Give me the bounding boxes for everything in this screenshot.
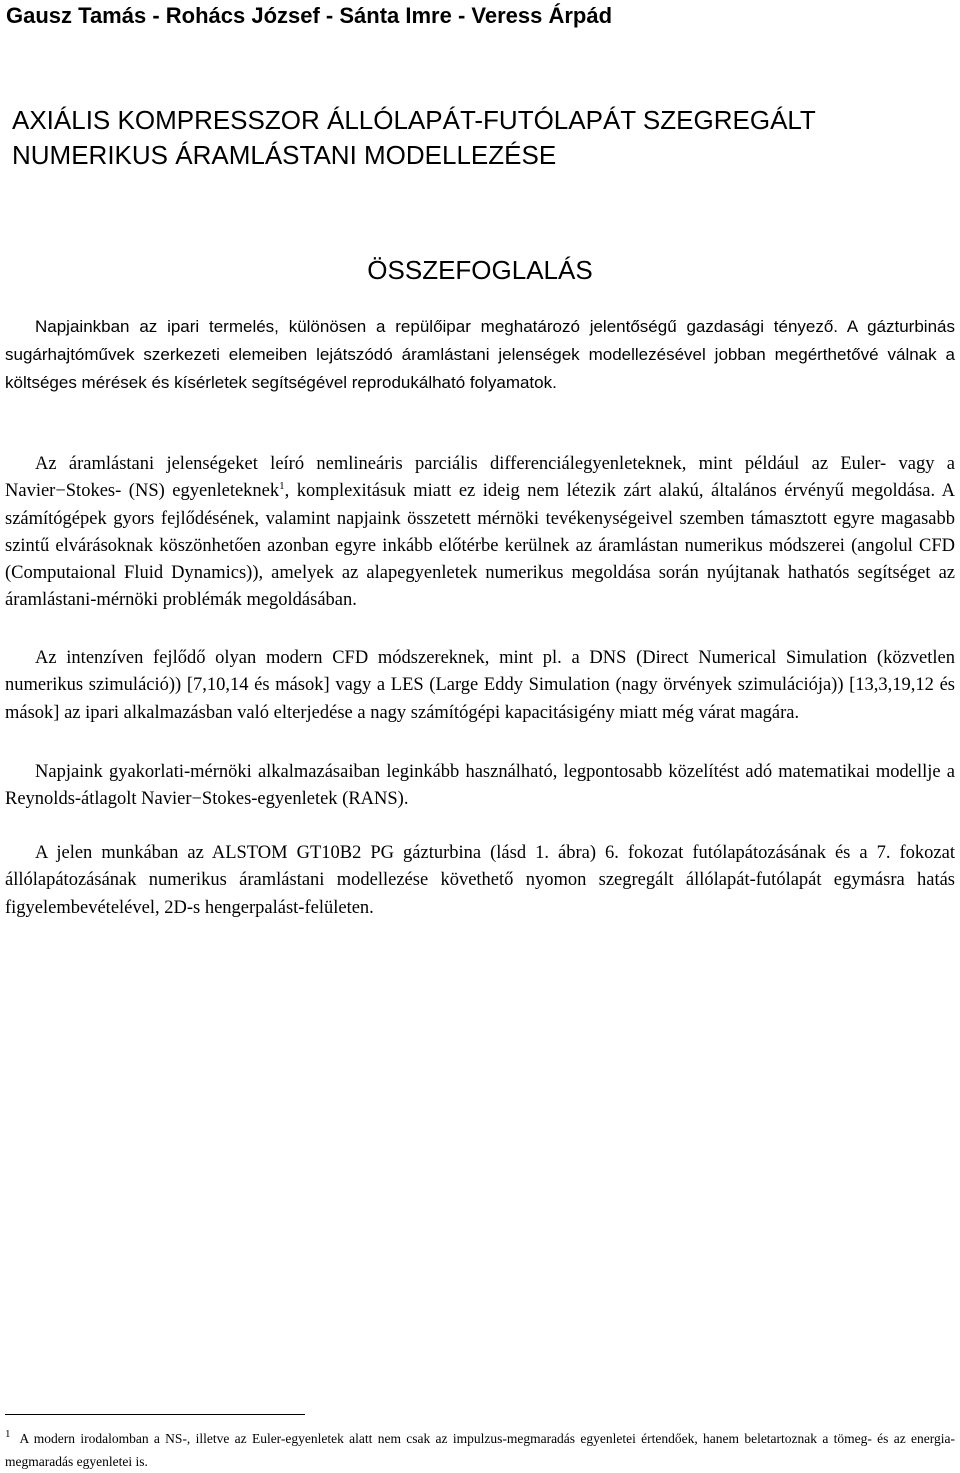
body-paragraph-1 [5,451,955,615]
footnote-mark: 1 [5,1428,11,1440]
body-paragraph-2: Az intenzíven fejlődő olyan modern CFD módszereknek, mint pl. a DNS (Direct Numerical Simulation (közvetlen numerikus szimuláció)) [7,10,14 és mások] vagy a LES (Large Eddy Simulation (nagy örvények szimulációja)) [13,3,19,12 és mások] az ipari alkalmazásban való elterjedése a nagy számítógépi kapacitásigény miatt még várat magára. [5,648,955,723]
author-line: Gausz Tamás - Rohács József - Sánta Imre - Veress Árpád [6,3,613,28]
abstract-heading: ÖSSZEFOGLALÁS [367,255,593,285]
body-paragraph-3: Napjaink gyakorlati-mérnöki alkalmazásaiban leginkább használható, legpontosabb közelítést adó matematikai modellje a Reynolds-átlagolt Navier−Stokes-egyenletek (RANS). [5,762,955,810]
footnote [5,1427,955,1473]
abstract-paragraph: Napjainkban az ipari termelés, különösen a repülőipar meghatározó jelentőségű gazdasági tényező. A gázturbinás sugárhajtóművek szerkezeti elemeiben lejátszódó áramlástani jelenségek modellezésével jobban megérthetővé válnak a költséges mérések és kísérletek segítségével reprodukálható folyamatok. [5,317,955,392]
paper-title-line-1: AXIÁLIS KOMPRESSZOR ÁLLÓLAPÁT-FUTÓLAPÁT SZEGREGÁLT [12,105,816,135]
paper-title-line-2: NUMERIKUS ÁRAMLÁSTANI MODELLEZÉSE [12,140,557,170]
body-paragraph-1-text-b: , komplexitásuk miatt ez ideig nem létezik zárt alakú, általános érvényű megoldása. A számítógépek gyors fejlődésének, valamint napjaink összetett mérnöki tevékenységeivel szemben támasztott egyre magasabb szintű elvárásoknak köszönhetően azonban egyre inkább előtérbe kerülnek az áramlástan numerikus módszerei (angolul CFD (Computaional Fluid Dynamics)), amelyek az alapegyenletek numerikus megoldása során nyújtanak hathatós segítséget az áramlástani-mérnöki problémák megoldásában. [5,481,955,611]
footnote-separator [5,1414,305,1415]
body-paragraph-4: A jelen munkában az ALSTOM GT10B2 PG gázturbina (lásd 1. ábra) 6. fokozat futólapátozásának és a 7. fokozat állólapátozásának numerikus áramlástani modellezése követhető nyomon szegregált állólapát-futólapát egymásra hatás figyelembevételével, 2D-s hengerpalást-felületen. [5,843,955,918]
footnote-text: A modern irodalomban a NS-, illetve az Euler-egyenletek alatt nem csak az impulzus-megmaradás egyenletei értendőek, hanem beletartoznak a tömeg- és az energia-megmaradás egyenletei is. [5,1431,955,1469]
body-paragraph-1-text-a: Az áramlástani jelenségeket leíró nemlineáris parciális differenciálegyenleteknek, mint például az Euler- vagy a Navier−Stokes- (NS) egyenleteknek [5,454,955,502]
footnote-reference: 1 [279,480,285,493]
